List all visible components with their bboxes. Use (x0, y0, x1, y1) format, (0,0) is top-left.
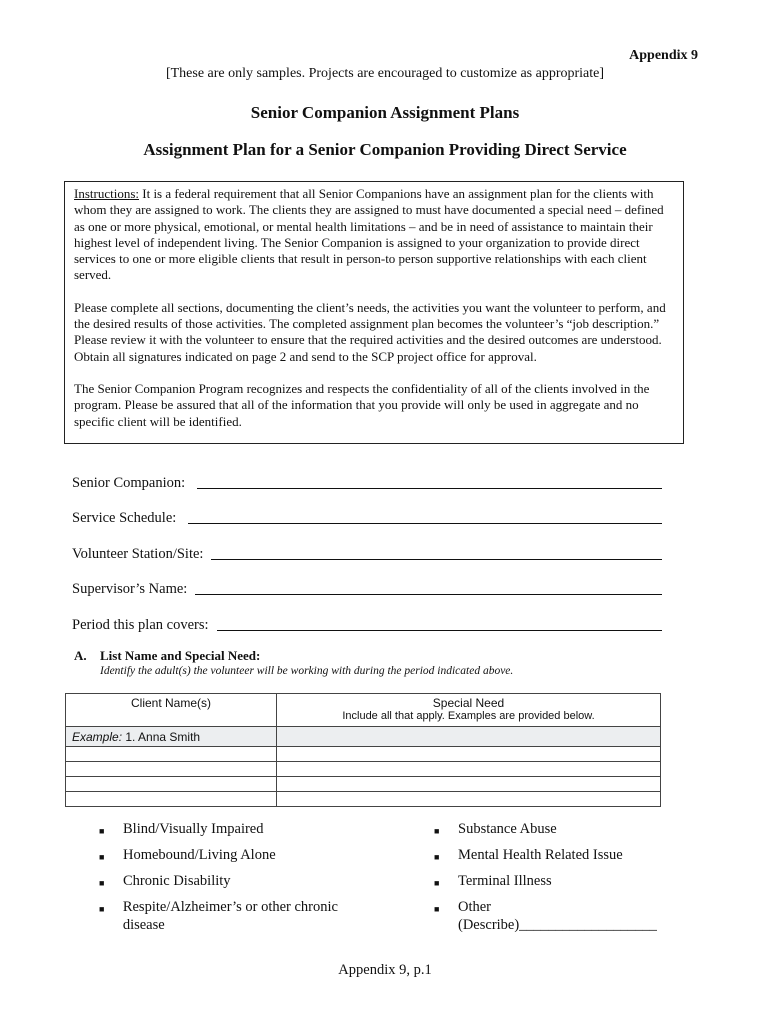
need-label: Respite/Alzheimer’s or other chronic disease (122, 899, 338, 933)
example-label: Example: (72, 729, 123, 744)
table-row (66, 777, 661, 792)
senior-companion-label: Senior Companion: (72, 475, 186, 491)
service-schedule-label: Service Schedule: (72, 510, 177, 526)
page-footer: Appendix 9, p.1 (338, 962, 432, 978)
bullet-icon: ■ (434, 852, 440, 862)
instructions-text-1: It is a federal requirement that all Senior Companions have an assignment plan for the clients with whom they are assigned to work. The clients they are assigned to must have documented a special need – defined as one or more physical, emotional, or mental health limitations – and be in need of assistance to maintain their highest level of independent living. The Senior Companion is assigned to your organization to provide direct services to one or more eligible clients that result in person-to person supportive relationships with each client served. (74, 186, 664, 283)
need-item (99, 820, 349, 840)
need-item (434, 898, 674, 934)
period-field[interactable] (72, 614, 662, 634)
volunteer-station-line[interactable] (211, 559, 662, 560)
special-need-cell[interactable] (277, 792, 661, 807)
instructions-paragraph-2: Please complete all sections, documenting the client’s needs, the activities you want the volunteer to perform, and the desired results of those activities. The completed assignment plan becomes the volunteer’s “job description.” Please review it with the volunteer to ensure that the required activities and the desired outcomes are understood. Obtain all signatures indicated on page 2 and send to the SCP project office for approval. (74, 299, 666, 364)
section-a-heading (74, 648, 260, 664)
need-item (434, 872, 684, 892)
section-a-title: List Name and Special Need: (100, 648, 261, 663)
bullet-icon: ■ (99, 904, 105, 914)
bullet-icon: ■ (99, 852, 105, 862)
samples-note: [These are only samples. Projects are encouraged to customize as appropriate] (165, 66, 605, 81)
instructions-paragraph-3: The Senior Companion Program recognizes and respects the confidentiality of all of the clients involved in the program. Please be assured that all of the information that you provide will only be used in aggregate and no specific client will be identified. (74, 380, 650, 429)
instructions-box (64, 181, 684, 444)
table-row (66, 792, 661, 807)
table-header-row (66, 694, 661, 727)
need-item (99, 898, 351, 934)
page-subtitle: Assignment Plan for a Senior Companion Providing Direct Service (143, 140, 627, 159)
client-name-header: Client Name(s) (66, 694, 277, 727)
client-name-cell[interactable] (66, 762, 277, 777)
example-need-cell[interactable] (277, 727, 661, 747)
table-row (66, 762, 661, 777)
supervisor-name-label: Supervisor’s Name: (72, 581, 188, 597)
need-item (434, 846, 684, 866)
special-need-note: Include all that apply. Examples are provided below. (342, 710, 595, 722)
need-item (99, 846, 349, 866)
special-need-cell[interactable] (277, 747, 661, 762)
special-need-cell[interactable] (277, 762, 661, 777)
instructions-label: Instructions: (74, 186, 139, 201)
period-line[interactable] (217, 630, 662, 631)
page-title: Senior Companion Assignment Plans (250, 103, 520, 122)
service-schedule-field[interactable] (72, 507, 662, 527)
need-label: Chronic Disability (123, 873, 231, 889)
need-item (434, 820, 684, 840)
example-value: 1. Anna Smith (125, 729, 201, 744)
section-a-subtitle: Identify the adult(s) the volunteer will be working with during the period indicated above. (100, 665, 514, 677)
need-label-other[interactable]: Other (Describe)___________________ (458, 899, 657, 933)
need-label: Homebound/Living Alone (123, 847, 276, 863)
need-label: Terminal Illness (458, 873, 552, 889)
client-name-cell[interactable] (66, 747, 277, 762)
volunteer-station-label: Volunteer Station/Site: (72, 546, 204, 562)
client-table (65, 693, 661, 807)
section-a-letter: A. (74, 648, 87, 663)
need-label: Blind/Visually Impaired (123, 821, 264, 837)
need-item (99, 872, 349, 892)
special-need-cell[interactable] (277, 777, 661, 792)
supervisor-name-field[interactable] (72, 578, 662, 598)
client-name-cell[interactable] (66, 777, 277, 792)
bullet-icon: ■ (434, 826, 440, 836)
bullet-icon: ■ (99, 878, 105, 888)
service-schedule-line[interactable] (188, 523, 662, 524)
special-need-title: Special Need (432, 696, 505, 710)
period-label: Period this plan covers: (72, 617, 209, 633)
senior-companion-field[interactable] (72, 472, 662, 492)
bullet-icon: ■ (99, 826, 105, 836)
instructions-paragraph-1 (74, 186, 674, 284)
senior-companion-line[interactable] (197, 488, 662, 489)
supervisor-name-line[interactable] (195, 594, 662, 595)
bullet-icon: ■ (434, 904, 440, 914)
bullet-icon: ■ (434, 878, 440, 888)
volunteer-station-field[interactable] (72, 543, 662, 563)
client-name-cell[interactable] (66, 792, 277, 807)
example-client-cell[interactable] (66, 727, 277, 747)
appendix-label: Appendix 9 (629, 48, 698, 63)
table-row (66, 747, 661, 762)
special-need-header (277, 694, 661, 727)
need-label: Substance Abuse (458, 821, 557, 837)
table-row (66, 727, 661, 747)
need-label: Mental Health Related Issue (458, 847, 623, 863)
